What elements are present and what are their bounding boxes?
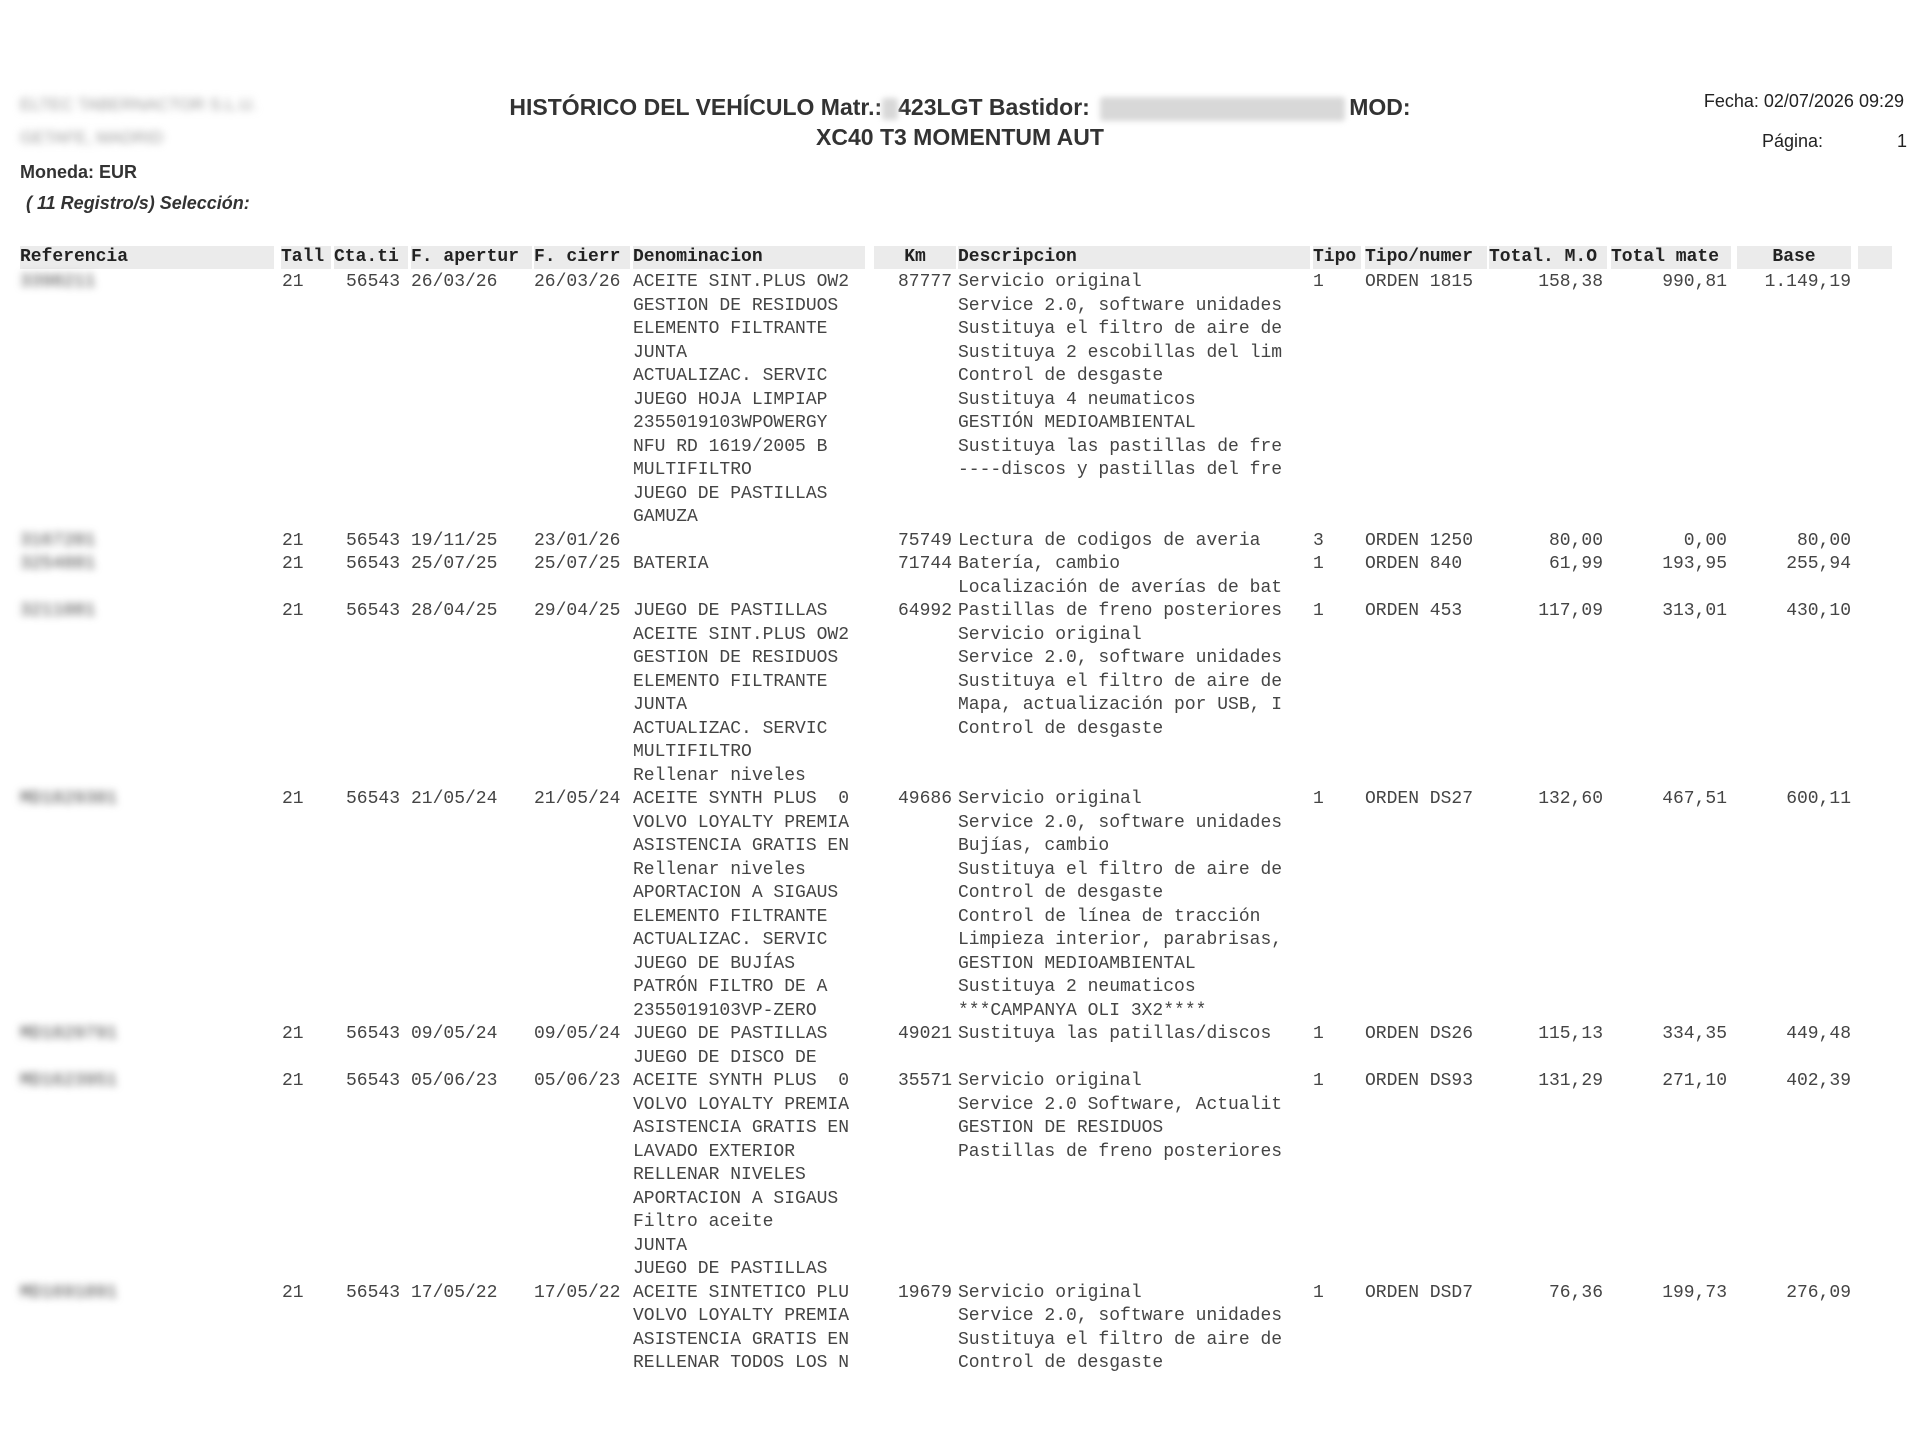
cell-tipo: 1 <box>1313 1282 1324 1303</box>
descripcion-line: Servicio original <box>958 624 1142 645</box>
cell-km: 35571 <box>897 1071 952 1091</box>
cell-tall: 21 <box>282 789 304 809</box>
cell-ref: 3398211 <box>20 272 96 292</box>
descripcion-line: Sustituya 4 neumaticos <box>958 389 1196 410</box>
cell-f-cierr: 05/06/23 <box>534 1071 621 1091</box>
denominacion-line: JUEGO DE PASTILLAS <box>633 1024 828 1044</box>
cell-total-mo: 115,13 <box>1538 1024 1603 1044</box>
cell-base: 80,00 <box>1796 530 1851 551</box>
denominacion-line: JUNTA <box>633 1235 688 1256</box>
cell-f-cierr: 23/01/26 <box>534 530 621 551</box>
denominacion-line: VOLVO LOYALTY PREMIA <box>633 812 850 833</box>
company-name: ELTEC TABERNACTOR S.L.U. <box>20 95 257 114</box>
cell-f-cierr: 09/05/24 <box>534 1024 621 1044</box>
cell-total-mo: 80,00 <box>1548 530 1603 551</box>
cell-tiponum: ORDEN DS27 <box>1365 789 1474 809</box>
company-city: GETAFE, MADRID <box>20 128 164 147</box>
denominacion-line: GESTION DE RESIDUOS <box>633 295 839 316</box>
descripcion-line: Batería, cambio <box>958 554 1121 574</box>
descripcion-line: Control de desgaste <box>958 1353 1164 1373</box>
descripcion-line: Service 2.0, software unidades <box>958 648 1283 668</box>
redacted-chassis <box>1100 97 1345 121</box>
cell-ref: MD1623951 <box>20 1071 118 1091</box>
descripcion-line: Service 2.0, software unidades <box>958 812 1283 833</box>
denominacion-line: NFU RD 1619/2005 B <box>633 436 828 457</box>
cell-base: 449,48 <box>1786 1024 1851 1044</box>
denominacion-line: ACEITE SINT.PLUS OW2 <box>633 272 850 292</box>
descripcion-line: Control de desgaste <box>958 718 1164 739</box>
cell-ref: 3211081 <box>20 601 96 621</box>
cell-tall: 21 <box>282 601 304 621</box>
cell-f-apert: 17/05/22 <box>411 1282 498 1303</box>
denominacion-line: ASISTENCIA GRATIS EN <box>633 1329 850 1350</box>
denominacion-line: JUEGO HOJA LIMPIAP <box>633 389 828 410</box>
cell-cta: 56543 <box>345 601 400 621</box>
cell-total-mat: 313,01 <box>1662 601 1727 621</box>
cell-km: 19679 <box>897 1282 952 1303</box>
cell-tall: 21 <box>282 554 304 574</box>
descripcion-line: Mapa, actualización por USB, I <box>958 695 1283 715</box>
denominacion-line: JUNTA <box>633 695 688 715</box>
descripcion-line: Control de línea de tracción <box>958 906 1261 927</box>
cell-tall: 21 <box>282 272 304 292</box>
descripcion-line: Control de desgaste <box>958 883 1164 903</box>
cell-base: 1.149,19 <box>1764 272 1851 292</box>
denominacion-line: ACTUALIZAC. SERVIC <box>633 930 828 950</box>
cell-f-cierr: 26/03/26 <box>534 272 621 292</box>
denominacion-line: MULTIFILTRO <box>633 742 752 762</box>
descripcion-line: Sustituya el filtro de aire de <box>958 1329 1283 1350</box>
cell-tall: 21 <box>282 1024 304 1044</box>
descripcion-line: Sustituya 2 escobillas del lim <box>958 342 1283 363</box>
col-header-cta: Cta.ti <box>334 246 408 269</box>
page-number: 1 <box>1897 131 1908 151</box>
denominacion-line: JUEGO DE PASTILLAS <box>633 1259 828 1279</box>
cell-tall: 21 <box>282 1282 304 1303</box>
cell-f-apert: 21/05/24 <box>411 789 498 809</box>
title-prefix: HISTÓRICO DEL VEHÍCULO Matr.: <box>509 94 883 120</box>
cell-km: 75749 <box>897 530 952 551</box>
cell-km: 64992 <box>897 601 952 621</box>
col-header-total-mo: Total. M.O <box>1489 246 1607 269</box>
col-header-extra <box>1858 246 1892 269</box>
cell-f-cierr: 29/04/25 <box>534 601 621 621</box>
cell-tall: 21 <box>282 530 304 551</box>
denominacion-line: ACTUALIZAC. SERVIC <box>633 718 828 739</box>
cell-km: 71744 <box>897 554 952 574</box>
col-header-tall: Tall <box>281 246 331 269</box>
cell-total-mat: 199,73 <box>1662 1282 1727 1303</box>
cell-cta: 56543 <box>345 272 400 292</box>
denominacion-line: JUEGO DE BUJÍAS <box>633 953 796 974</box>
descripcion-line: Sustituya el filtro de aire de <box>958 319 1283 339</box>
denominacion-line: APORTACION A SIGAUS <box>633 1188 839 1209</box>
cell-f-apert: 26/03/26 <box>411 272 498 292</box>
descripcion-line: Localización de averías de bat <box>958 577 1283 598</box>
denominacion-line: JUEGO DE DISCO DE <box>633 1047 817 1068</box>
denominacion-line: ACTUALIZAC. SERVIC <box>633 366 828 386</box>
record-count-label: ( 11 Registro/s) Selección: <box>26 193 250 213</box>
denominacion-line: ELEMENTO FILTRANTE <box>633 671 828 692</box>
cell-ref: MD1691091 <box>20 1282 118 1303</box>
descripcion-line: Servicio original <box>958 789 1142 809</box>
report-date: Fecha: 02/07/2026 09:29 <box>1703 91 1904 111</box>
title-mod-label: MOD: <box>1349 94 1411 120</box>
cell-f-cierr: 25/07/25 <box>534 554 621 574</box>
cell-tipo: 1 <box>1313 601 1324 621</box>
descripcion-line: Service 2.0 Software, Actualit <box>958 1094 1283 1115</box>
page-label: Página: <box>1762 131 1824 151</box>
descripcion-line: GESTIÓN MEDIOAMBIENTAL <box>958 413 1196 433</box>
cell-ref: MD1829791 <box>20 1024 118 1044</box>
col-header-f-apertura: F. apertur <box>411 246 532 269</box>
cell-base: 276,09 <box>1786 1282 1851 1303</box>
cell-tipo: 1 <box>1313 789 1324 809</box>
cell-total-mo: 158,38 <box>1538 272 1603 292</box>
descripcion-line: Servicio original <box>958 1071 1142 1091</box>
cell-cta: 56543 <box>345 1282 400 1303</box>
redacted-plate <box>882 98 898 120</box>
denominacion-line: ELEMENTO FILTRANTE <box>633 906 828 927</box>
descripcion-line: Sustituya el filtro de aire de <box>958 671 1283 692</box>
denominacion-line: GAMUZA <box>633 507 698 527</box>
denominacion-line: ELEMENTO FILTRANTE <box>633 319 828 339</box>
cell-ref: 3254881 <box>20 554 96 574</box>
cell-km: 87777 <box>897 272 952 292</box>
denominacion-line: 2355019103VP-ZERO <box>633 1000 817 1021</box>
denominacion-line: ACEITE SYNTH PLUS 0 <box>633 789 850 809</box>
cell-tiponum: ORDEN 1815 <box>1365 272 1474 292</box>
denominacion-line: RELLENAR TODOS LOS N <box>633 1353 850 1373</box>
cell-tiponum: ORDEN DS26 <box>1365 1024 1474 1044</box>
cell-total-mat: 0,00 <box>1683 530 1727 551</box>
cell-total-mo: 132,60 <box>1538 789 1603 809</box>
currency-label: Moneda: EUR <box>20 162 137 182</box>
col-header-base: Base <box>1737 246 1851 269</box>
cell-cta: 56543 <box>345 789 400 809</box>
descripcion-line: ***CAMPANYA OLI 3X2**** <box>958 1000 1207 1021</box>
denominacion-line: MULTIFILTRO <box>633 460 752 480</box>
denominacion-line: VOLVO LOYALTY PREMIA <box>633 1306 850 1326</box>
denominacion-line: JUNTA <box>633 342 688 363</box>
report-title <box>0 92 1920 152</box>
title-model: XC40 T3 MOMENTUM AUT <box>816 124 1104 150</box>
cell-f-apert: 05/06/23 <box>411 1071 498 1091</box>
descripcion-line: Pastillas de freno posteriores <box>958 601 1283 621</box>
denominacion-line: BATERIA <box>633 554 709 574</box>
denominacion-line: APORTACION A SIGAUS <box>633 883 839 903</box>
descripcion-line: Service 2.0, software unidades <box>958 1306 1283 1326</box>
cell-cta: 56543 <box>345 554 400 574</box>
denominacion-line: Filtro aceite <box>633 1212 774 1232</box>
cell-tipo: 1 <box>1313 1071 1324 1091</box>
denominacion-line: LAVADO EXTERIOR <box>633 1141 796 1162</box>
denominacion-line: JUEGO DE PASTILLAS <box>633 601 828 621</box>
cell-total-mat: 334,35 <box>1662 1024 1727 1044</box>
cell-base: 430,10 <box>1786 601 1851 621</box>
cell-f-cierr: 17/05/22 <box>534 1282 621 1303</box>
denominacion-line: ACEITE SYNTH PLUS 0 <box>633 1071 850 1091</box>
descripcion-line: ----discos y pastillas del fre <box>958 460 1283 480</box>
descripcion-line: Servicio original <box>958 1282 1142 1303</box>
denominacion-line: GESTION DE RESIDUOS <box>633 648 839 668</box>
descripcion-line: Service 2.0, software unidades <box>958 295 1283 316</box>
cell-tiponum: ORDEN 453 <box>1365 601 1463 621</box>
denominacion-line: PATRÓN FILTRO DE A <box>633 977 828 997</box>
cell-f-apert: 19/11/25 <box>411 530 498 551</box>
denominacion-line: ACEITE SINTETICO PLU <box>633 1282 850 1303</box>
denominacion-line: 2355019103WPOWERGY <box>633 413 828 433</box>
cell-tiponum: ORDEN DS93 <box>1365 1071 1474 1091</box>
descripcion-line: Sustituya 2 neumaticos <box>958 977 1196 997</box>
cell-tipo: 1 <box>1313 272 1324 292</box>
cell-tiponum: ORDEN 1250 <box>1365 530 1474 551</box>
denominacion-line: Rellenar niveles <box>633 859 806 880</box>
denominacion-line: RELLENAR NIVELES <box>633 1165 806 1185</box>
denominacion-line: JUEGO DE PASTILLAS <box>633 483 828 504</box>
cell-f-apert: 25/07/25 <box>411 554 498 574</box>
col-header-referencia: Referencia <box>20 246 274 269</box>
cell-tipo: 3 <box>1313 530 1324 551</box>
denominacion-line: VOLVO LOYALTY PREMIA <box>633 1094 850 1115</box>
col-header-denominacion: Denominacion <box>633 246 865 269</box>
denominacion-line: ACEITE SINT.PLUS OW2 <box>633 624 850 645</box>
denominacion-line: Rellenar niveles <box>633 765 806 786</box>
cell-total-mat: 193,95 <box>1662 554 1727 574</box>
cell-base: 600,11 <box>1786 789 1851 809</box>
descripcion-line: Sustituya las patillas/discos <box>958 1024 1272 1044</box>
cell-base: 402,39 <box>1786 1071 1851 1091</box>
col-header-f-cierre: F. cierr <box>534 246 630 269</box>
cell-f-apert: 28/04/25 <box>411 601 498 621</box>
cell-ref: MD1829301 <box>20 789 118 809</box>
descripcion-line: Lectura de codigos de averia <box>958 530 1261 551</box>
cell-total-mo: 131,29 <box>1538 1071 1603 1091</box>
cell-tall: 21 <box>282 1071 304 1091</box>
cell-km: 49021 <box>897 1024 952 1044</box>
cell-tipo: 1 <box>1313 1024 1324 1044</box>
col-header-tipo: Tipo <box>1313 246 1361 269</box>
cell-cta: 56543 <box>345 530 400 551</box>
descripcion-line: Pastillas de freno posteriores <box>958 1141 1283 1162</box>
cell-tiponum: ORDEN DSD7 <box>1365 1282 1474 1303</box>
cell-total-mo: 61,99 <box>1548 554 1603 574</box>
col-header-descripcion: Descripcion <box>958 246 1310 269</box>
cell-total-mo: 76,36 <box>1548 1282 1603 1303</box>
cell-total-mo: 117,09 <box>1538 601 1603 621</box>
cell-f-apert: 09/05/24 <box>411 1024 498 1044</box>
cell-tiponum: ORDEN 840 <box>1365 554 1463 574</box>
cell-cta: 56543 <box>345 1071 400 1091</box>
descripcion-line: GESTION DE RESIDUOS <box>958 1118 1164 1138</box>
col-header-total-materiales: Total mate <box>1611 246 1731 269</box>
cell-cta: 56543 <box>345 1024 400 1044</box>
denominacion-line: ASISTENCIA GRATIS EN <box>633 836 850 856</box>
cell-ref: 3167201 <box>20 530 96 551</box>
descripcion-line: Sustituya el filtro de aire de <box>958 859 1283 880</box>
descripcion-line: Limpieza interior, parabrisas, <box>958 930 1283 950</box>
cell-total-mat: 271,10 <box>1662 1071 1727 1091</box>
cell-total-mat: 467,51 <box>1662 789 1727 809</box>
col-header-km: Km <box>874 246 956 269</box>
cell-base: 255,94 <box>1786 554 1851 574</box>
cell-km: 49686 <box>897 789 952 809</box>
cell-f-cierr: 21/05/24 <box>534 789 621 809</box>
cell-total-mat: 990,81 <box>1662 272 1727 292</box>
descripcion-line: Control de desgaste <box>958 366 1164 386</box>
cell-tipo: 1 <box>1313 554 1324 574</box>
descripcion-line: Servicio original <box>958 272 1142 292</box>
denominacion-line: ASISTENCIA GRATIS EN <box>633 1118 850 1138</box>
col-header-tipo-numero: Tipo/numer <box>1365 246 1487 269</box>
title-plate: 423LGT Bastidor: <box>898 94 1090 120</box>
descripcion-line: Bujías, cambio <box>958 836 1110 856</box>
descripcion-line: GESTION MEDIOAMBIENTAL <box>958 953 1196 974</box>
descripcion-line: Sustituya las pastillas de fre <box>958 436 1283 457</box>
